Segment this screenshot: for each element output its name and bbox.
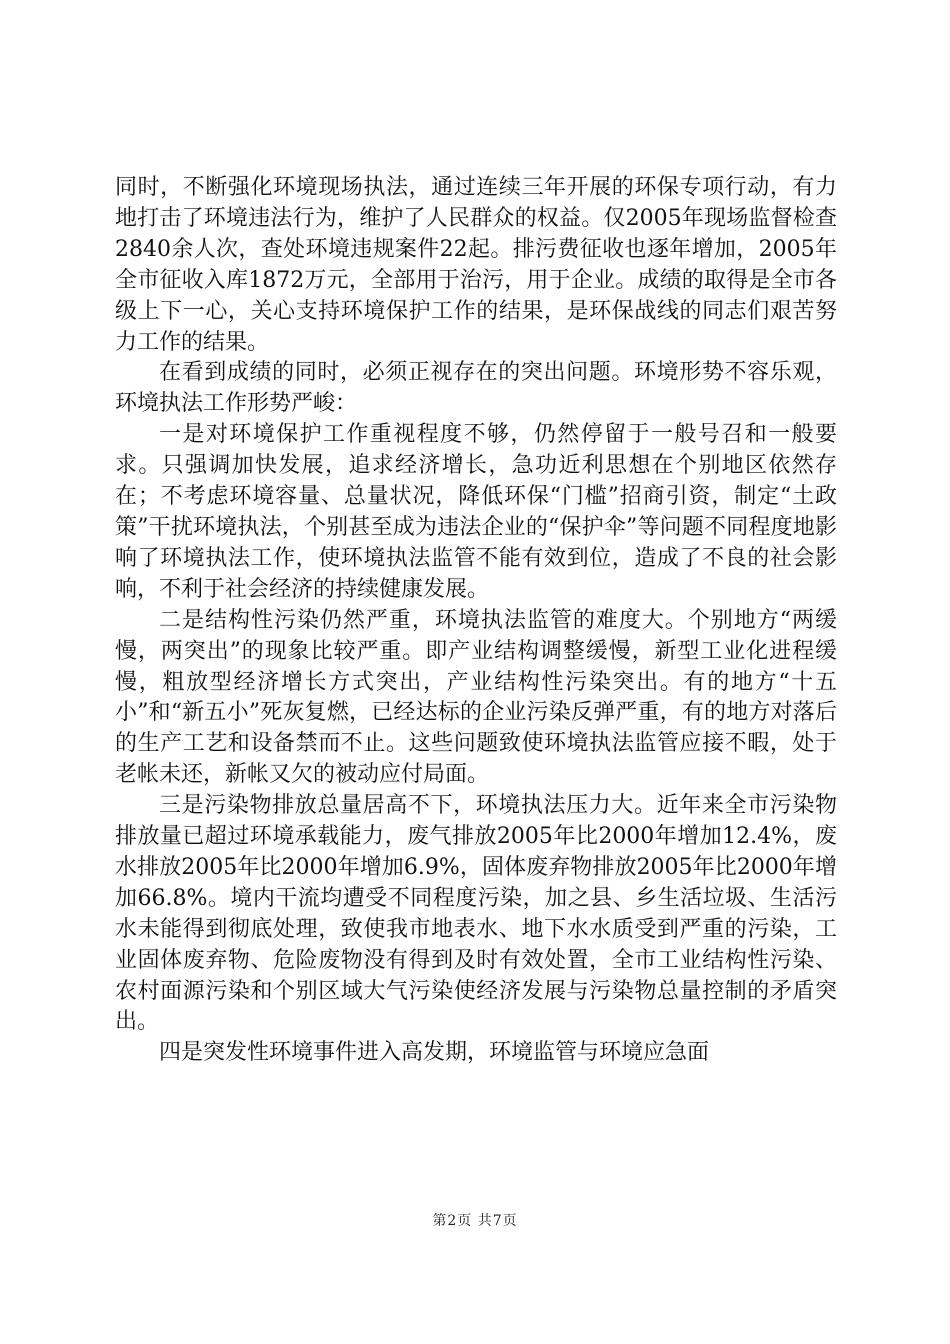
paragraph: 二是结构性污染仍然严重，环境执法监管的难度大。个别地方“两缓慢，两突出”的现象比较严重。即产业结构调整缓慢，新型工业化进程缓慢，粗放型经济增长方式突出，产业结构性污染突出。有的地方“十五小”和“新五小”死灰复燃，已经达标的企业污染反弹严重，有的地方对落后的生产工艺和设备禁而不止。这些问题致使环境执法监管应接不暇，处于老帐未还，新帐又欠的被动应付局面。 — [115, 607, 837, 788]
paragraph: 三是污染物排放总量居高不下，环境执法压力大。近年来全市污染物排放量已超过环境承载能力，废气排放2005年比2000年增加12.4%，废水排放2005年比2000年增加6.9%，固体废弃物排放2005年比2000年增加66.8%。境内干流均遭受不同程度污染，加之县、乡生活垃圾、生活污水未能得到彻底处理，致使我市地表水、地下水水质受到严重的污染，工业固体废弃物、危险废物没有得到及时有效处置，全市工业结构性污染、农村面源污染和个别区域大气污染使经济发展与污染物总量控制的矛盾突出。 — [115, 793, 837, 1035]
paragraph: 四是突发性环境事件进入高发期，环境监管与环境应急面 — [159, 1040, 710, 1066]
document-body — [115, 173, 837, 1069]
paragraph: 在看到成绩的同时，必须正视存在的突出问题。环境形势不容乐观，环境执法工作形势严峻： — [115, 360, 837, 417]
paragraph-continuation: 同时，不断强化环境现场执法，通过连续三年开展的环保专项行动，有力地打击了环境违法行为，维护了人民群众的权益。仅2005年现场监督检查2840余人次，查处环境违规案件22起。排污费征收也逐年增加，2005年全市征收入库1872万元，全部用于治污，用于企业。成绩的取得是全市各级上下一心，关心支持环境保护工作的结果，是环保战线的同志们艰苦努力工作的结果。 — [115, 175, 837, 355]
page-number-footer: 第2页 共7页 — [432, 1213, 518, 1229]
paragraph: 一是对环境保护工作重视程度不够，仍然停留于一般号召和一般要求。只强调加快发展，追求经济增长，急功近利思想在个别地区依然存在；不考虑环境容量、总量状况，降低环保“门槛”招商引资，制定“土政策”干扰环境执法，个别甚至成为违法企业的“保护伞”等问题不同程度地影响了环境执法工作，使环境执法监管不能有效到位，造成了不良的社会影响，不利于社会经济的持续健康发展。 — [115, 422, 837, 602]
